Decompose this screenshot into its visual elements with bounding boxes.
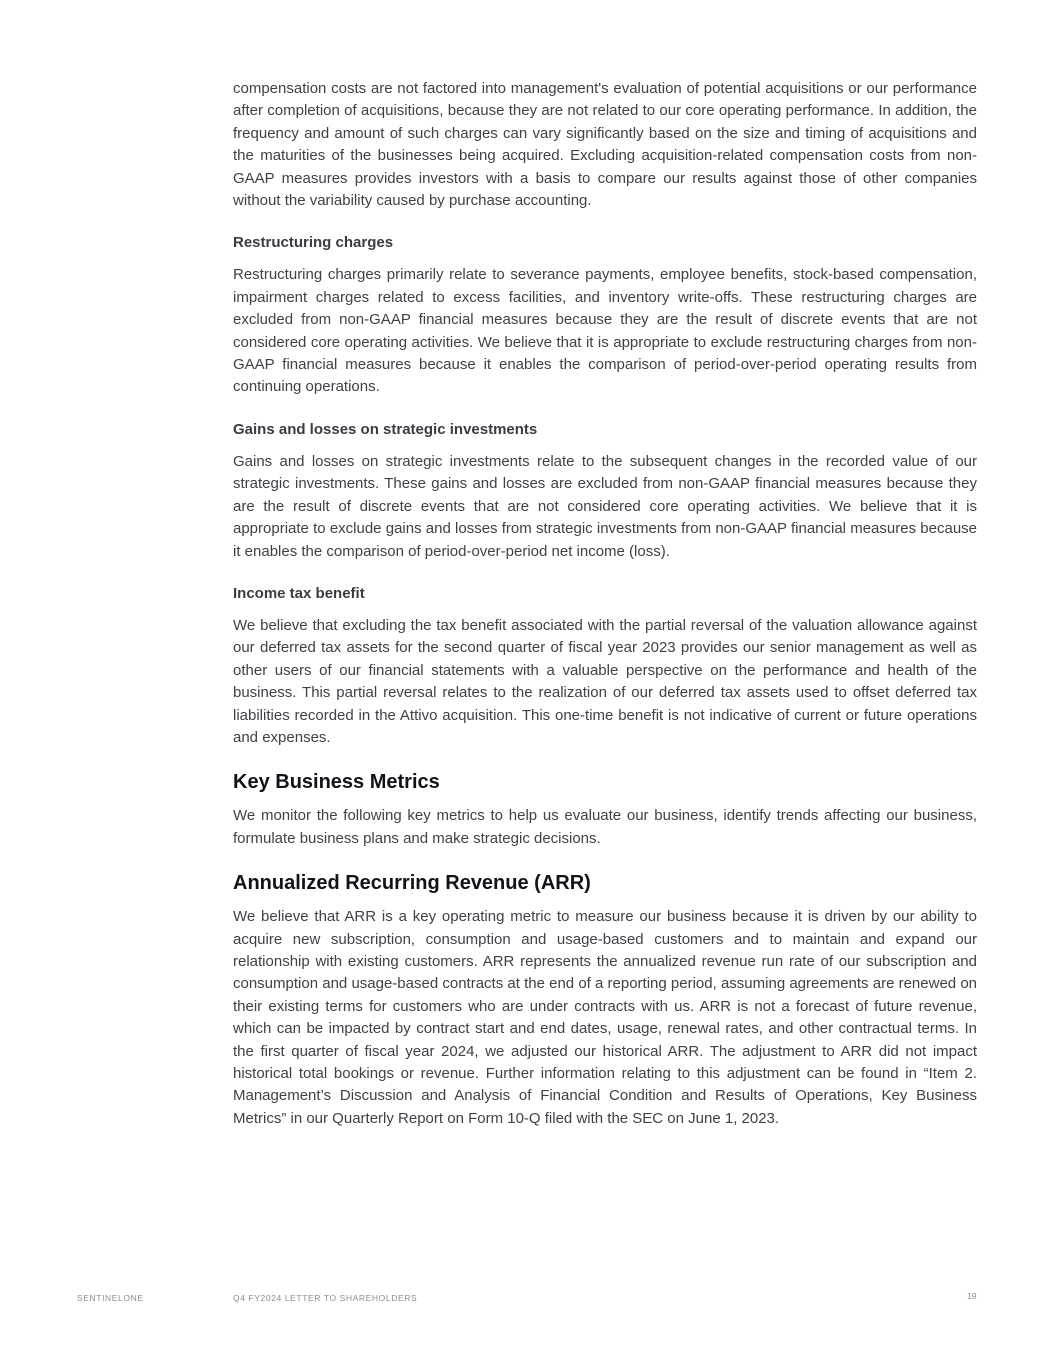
income-tax-heading: Income tax benefit bbox=[233, 584, 365, 602]
footer-brand: SENTINELONE bbox=[77, 1293, 144, 1303]
key-business-metrics-heading: Key Business Metrics bbox=[233, 771, 440, 794]
restructuring-heading: Restructuring charges bbox=[233, 234, 394, 252]
page-number: 19 bbox=[967, 1291, 977, 1301]
strategic-investments-paragraph: Gains and losses on strategic investments relate to the subsequent changes in the recorded value of our strategic investments. These gains and losses are excluded from non-GAAP financial measures because they are the result of discrete events that are not considered core operating activities. We believe that it is appropriate to exclude gains and losses from strategic investments from non-GAAP financial measures because it enables the comparison of period-over-period net income (loss). bbox=[233, 452, 977, 560]
intro-paragraph: compensation costs are not factored into management's evaluation of potential acquisitions or our performance after completion of acquisitions, because they are not related to our core operating performance. In addition, the frequency and amount of such charges can vary significantly based on the size and timing of acquisitions and the maturities of the businesses being acquired. Excluding acquisition-related compensation costs from non-GAAP measures provides investors with a basis to compare our results against those of other companies without the variability caused by purchase accounting. bbox=[233, 80, 977, 210]
strategic-investments-heading: Gains and losses on strategic investments bbox=[233, 420, 538, 438]
arr-paragraph: We believe that ARR is a key operating metric to measure our business because it is driven by our ability to acquire new subscription, consumption and usage-based customers and to maintain and expand our relationship with existing customers. ARR represents the annualized revenue run rate of our subscription and consumption and usage-based contracts at the end of a reporting period, assuming agreements are renewed on their existing terms for customers who are under contracts with us. ARR is not a forecast of future revenue, which can be impacted by contract start and end dates, usage, renewal rates, and other contractual terms. In the first quarter of fiscal year 2024, we adjusted our historical ARR. The adjustment to ARR did not impact historical total bookings or revenue. Further information relating to this adjustment can be found in “Item 2. Management’s Discussion and Analysis of Financial Condition and Results of Operations, Key Business Metrics” in our Quarterly Report on Form 10-Q filed with the SEC on June 1, 2023. bbox=[233, 908, 977, 1127]
arr-heading: Annualized Recurring Revenue (ARR) bbox=[233, 872, 591, 895]
restructuring-paragraph: Restructuring charges primarily relate to severance payments, employee benefits, stock-based compensation, impairment charges related to excess facilities, and inventory write-offs. These restructuring charges are excluded from non-GAAP financial measures because they are the result of discrete events that are not considered core operating activities. We believe that it is appropriate to exclude restructuring charges from non-GAAP financial measures because it enables the comparison of period-over-period operating results from continuing operations. bbox=[233, 266, 977, 396]
key-business-metrics-paragraph: We monitor the following key metrics to help us evaluate our business, identify trends affecting our business, formulate business plans and make strategic decisions. bbox=[233, 807, 977, 847]
income-tax-paragraph: We believe that excluding the tax benefit associated with the partial reversal of the valuation allowance against our deferred tax assets for the second quarter of fiscal year 2023 provides our senior management as well as other users of our financial statements with a valuable perspective on the performance and health of the business. This partial reversal relates to the realization of our deferred tax assets used to offset deferred tax liabilities recorded in the Attivo acquisition. This one-time benefit is not indicative of current or future operations and expenses. bbox=[233, 616, 977, 746]
footer-document-title: Q4 FY2024 LETTER TO SHAREHOLDERS bbox=[233, 1293, 418, 1303]
page-content bbox=[233, 78, 977, 1130]
